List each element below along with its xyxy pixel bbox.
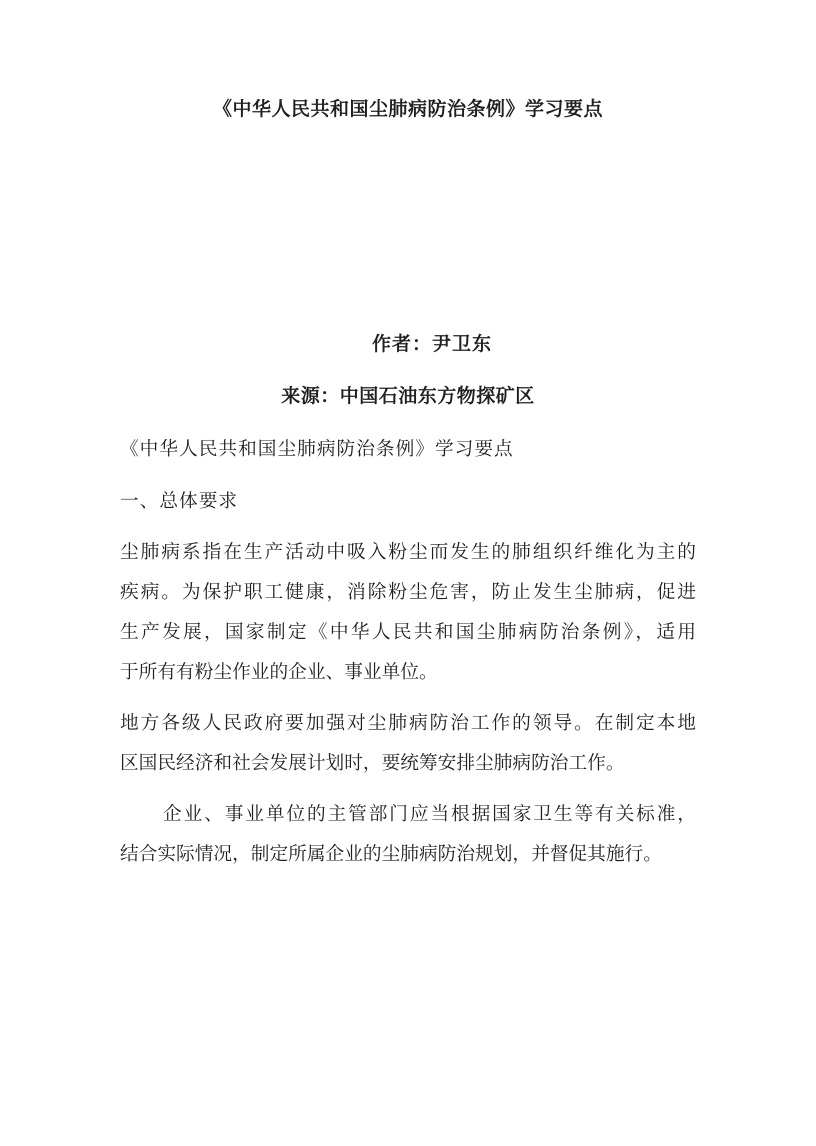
paragraph-3-line-2: 结合实际情况，制定所属企业的尘肺病防治规划，并督促其施行。 [120, 844, 662, 865]
paragraph-1 [120, 533, 696, 693]
paragraph-3-line-1: 企业、事业单位的主管部门应当根据国家卫生等有关标准， [163, 804, 696, 825]
paragraph-1-line-3: 生产发展，国家制定《中华人民共和国尘肺病防治条例》，适用 [120, 622, 696, 643]
paragraph-2-line-1: 地方各级人民政府要加强对尘肺病防治工作的领导。在制定本地 [120, 713, 696, 734]
paragraph-2-line-2: 区国民经济和社会发展计划时，要统筹安排尘肺病防治工作。 [120, 753, 625, 774]
paragraph-3 [120, 795, 696, 875]
paragraph-1-line-4: 于所有有粉尘作业的企业、事业单位。 [120, 662, 438, 683]
source-line: 来源：中国石油东方物探矿区 [281, 386, 535, 407]
paragraph-1-line-1: 尘肺病系指在生产活动中吸入粉尘而发生的肺组织纤维化为主的 [120, 542, 696, 563]
section-heading: 一、总体要求 [120, 491, 239, 512]
document-page [0, 90, 816, 1146]
paragraph-2 [120, 704, 696, 784]
document-subtitle: 《中华人民共和国尘肺病防治条例》学习要点 [120, 439, 514, 460]
paragraph-1-line-2: 疾病。为保护职工健康，消除粉尘危害，防止发生尘肺病，促进 [120, 582, 696, 603]
author-line: 作者：尹卫东 [371, 334, 492, 355]
document-title: 《中华人民共和国尘肺病防治条例》学习要点 [212, 99, 603, 120]
